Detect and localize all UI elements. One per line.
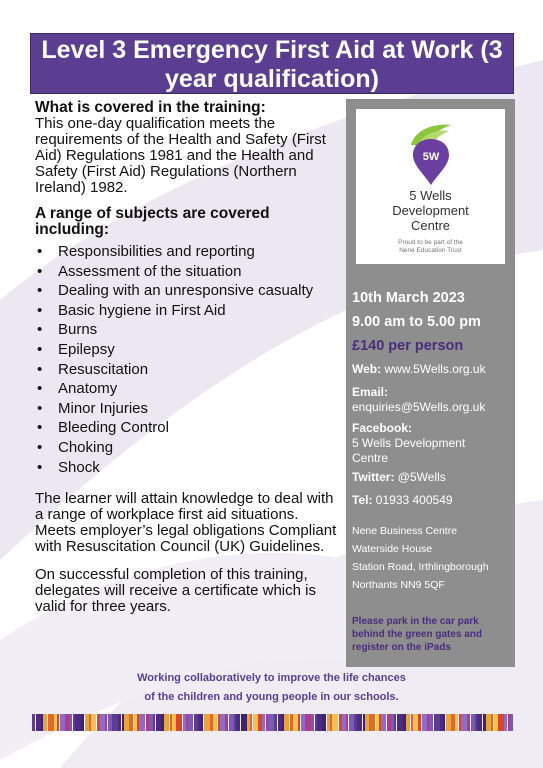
tel-label: Tel: — [352, 493, 373, 507]
list-item: • Epilepsy — [37, 340, 115, 358]
stripe — [440, 714, 443, 731]
stripe — [282, 714, 284, 731]
subjects-list — [35, 242, 340, 477]
stripe — [57, 714, 59, 731]
stripe — [54, 714, 57, 731]
list-item: • Dealing with an unresponsive casualty — [37, 282, 314, 300]
stripe — [118, 714, 121, 731]
stripe — [459, 714, 461, 731]
stripe — [65, 714, 69, 731]
main-content — [35, 100, 340, 615]
stripe — [339, 714, 342, 731]
stripe — [498, 714, 504, 731]
stripe — [379, 714, 381, 731]
stripe — [394, 714, 396, 731]
stripe — [327, 714, 330, 731]
stripe — [491, 714, 493, 731]
stripe — [220, 714, 225, 731]
stripe — [330, 714, 332, 731]
stripe — [411, 714, 413, 731]
stripe — [194, 714, 198, 731]
stripe — [363, 714, 365, 731]
stripe — [268, 714, 274, 731]
stripe — [247, 714, 250, 731]
stripe — [446, 714, 451, 731]
web-link[interactable]: www.5Wells.org.uk — [384, 362, 486, 376]
stripe — [210, 714, 213, 731]
stripe — [139, 714, 145, 731]
stripe — [434, 714, 440, 731]
stripe — [85, 714, 89, 731]
stripe — [290, 714, 293, 731]
stripe — [258, 714, 262, 731]
stripe — [146, 714, 149, 731]
stripe — [381, 714, 386, 731]
event-details — [352, 286, 481, 358]
stripe — [397, 714, 403, 731]
list-item: • Shock — [37, 458, 100, 476]
stripe — [422, 714, 427, 731]
stripe — [262, 714, 265, 731]
twitter-link[interactable]: @5Wells — [397, 470, 446, 484]
stripe — [73, 714, 75, 731]
email-label: Email: — [352, 385, 389, 399]
stripe — [342, 714, 346, 731]
stripe — [349, 714, 354, 731]
stripe — [176, 714, 182, 731]
subjects-heading: A range of subjects are covered including: — [35, 205, 270, 238]
list-item: • Resuscitation — [37, 360, 149, 378]
stripe — [213, 714, 217, 731]
stripe — [427, 714, 429, 731]
stripe — [122, 714, 124, 731]
stripe — [317, 714, 322, 731]
stripe — [32, 714, 35, 731]
stripe — [461, 714, 467, 731]
stripe — [108, 714, 112, 731]
list-item: • Assessment of the situation — [37, 262, 242, 280]
stripe — [97, 714, 100, 731]
stripe — [241, 714, 247, 731]
stripe — [172, 714, 176, 731]
stripe — [298, 714, 300, 731]
stripe — [429, 714, 433, 731]
covered-text: This one-day qualification meets the requirements of the Health and Safety (First Aid) Regulations 1981 and the Health and Safety (First Aid) Regulations (Northern Ireland) 1982. — [35, 115, 326, 196]
list-item: • Choking — [37, 438, 114, 456]
address: Nene Business Centre Waterside House Station Road, Irthlingborough Northants NN9 5QF — [352, 525, 489, 591]
stripe — [153, 714, 155, 731]
stripe — [229, 714, 234, 731]
stripe — [134, 714, 137, 731]
stripe — [278, 714, 282, 731]
stripe — [477, 714, 482, 731]
stripe — [218, 714, 220, 731]
covered-heading: What is covered in the training: — [35, 99, 266, 116]
stripe — [391, 714, 394, 731]
contact-details — [352, 362, 512, 508]
stripe — [301, 714, 305, 731]
stripe — [365, 714, 369, 731]
stripe — [357, 714, 362, 731]
stripe — [483, 714, 486, 731]
logo-tagline: Proud to be part of the Nene Education Trust — [398, 239, 463, 254]
stripe — [188, 714, 193, 731]
stripe — [451, 714, 455, 731]
stripe — [75, 714, 81, 731]
stripe — [112, 714, 118, 731]
stripe — [510, 714, 513, 731]
stripe — [186, 714, 188, 731]
stripe — [369, 714, 375, 731]
stripe — [201, 714, 203, 731]
stripe — [170, 714, 172, 731]
facebook-link[interactable]: 5 Wells Development Centre — [352, 436, 466, 465]
stripe — [89, 714, 91, 731]
stripe — [129, 714, 133, 731]
stripe — [81, 714, 84, 731]
stripe — [305, 714, 311, 731]
stripe — [161, 714, 164, 731]
list-item: • Anatomy — [37, 380, 118, 398]
list-item: • Basic hygiene in First Aid — [37, 301, 226, 319]
stripe — [234, 714, 236, 731]
parking-note: Please park in the car park behind the green gates and register on the iPads — [352, 616, 483, 653]
event-price: £140 per person — [352, 338, 464, 354]
stripe — [315, 714, 317, 731]
stripe — [91, 714, 96, 731]
stripe — [455, 714, 458, 731]
stripe — [284, 714, 289, 731]
twitter-label: Twitter: — [352, 470, 395, 484]
stripe — [387, 714, 391, 731]
event-date: 10th March 2023 — [352, 290, 465, 306]
event-time: 9.00 am to 5.00 pm — [352, 314, 481, 330]
stripe — [413, 714, 418, 731]
stripe — [225, 714, 228, 731]
stripe — [475, 714, 477, 731]
svg-text:5W: 5W — [422, 151, 440, 163]
stripe — [100, 714, 105, 731]
list-item: • Bleeding Control — [37, 419, 169, 437]
stripe — [164, 714, 169, 731]
stripe — [149, 714, 153, 731]
list-item: • Responsibilities and reporting — [37, 243, 255, 260]
stripe — [406, 714, 410, 731]
stripe — [418, 714, 421, 731]
email-link[interactable]: enquiries@5Wells.org.uk — [352, 400, 486, 414]
stripe — [253, 714, 258, 731]
stripe — [376, 714, 379, 731]
learner-text: The learner will attain knowledge to deal with a range of workplace first aid situations. Meets employer’s legal obligations Compliant with Resuscitation Council (UK) Guidelines. — [35, 490, 337, 556]
stripe — [41, 714, 43, 731]
tel-number: 01933 400549 — [375, 493, 453, 507]
logo — [356, 109, 505, 264]
stripe — [124, 714, 129, 731]
stripe — [486, 714, 491, 731]
stripe — [69, 714, 72, 731]
stripe — [443, 714, 445, 731]
stripe — [322, 714, 326, 731]
stripe — [48, 714, 54, 731]
stripe — [43, 714, 47, 731]
decorative-stripe-bar — [32, 714, 513, 731]
web-label: Web: — [352, 362, 382, 376]
stripe — [236, 714, 240, 731]
stripe — [332, 714, 338, 731]
stripe — [346, 714, 348, 731]
page-title: Level 3 Emergency First Aid at Work (3 year qualification) — [30, 33, 514, 94]
stripe — [494, 714, 498, 731]
stripe — [198, 714, 201, 731]
stripe — [274, 714, 277, 731]
list-item: • Minor Injuries — [37, 399, 149, 417]
footer-text: Working collaboratively to improve the life chances of the children and young people in our schools. — [137, 672, 406, 703]
certificate-text: On successful completion of this training, delegates will receive a certificate which is valid for three years. — [35, 566, 316, 616]
facebook-label: Facebook: — [352, 421, 413, 435]
stripe — [105, 714, 107, 731]
stripe — [137, 714, 139, 731]
stripe — [354, 714, 357, 731]
stripe — [60, 714, 65, 731]
stripe — [266, 714, 268, 731]
list-item: • Burns — [37, 321, 98, 339]
stripe — [467, 714, 470, 731]
stripe — [471, 714, 475, 731]
5wells-logo-icon — [405, 123, 457, 185]
stripe — [156, 714, 161, 731]
stripe — [36, 714, 41, 731]
stripe — [311, 714, 314, 731]
stripe — [504, 714, 507, 731]
stripe — [183, 714, 186, 731]
stripe — [293, 714, 298, 731]
info-sidebar — [346, 99, 515, 667]
stripe — [204, 714, 210, 731]
stripe — [403, 714, 406, 731]
stripe — [250, 714, 252, 731]
stripe — [508, 714, 510, 731]
logo-name: 5 Wells Development Centre — [392, 188, 469, 233]
